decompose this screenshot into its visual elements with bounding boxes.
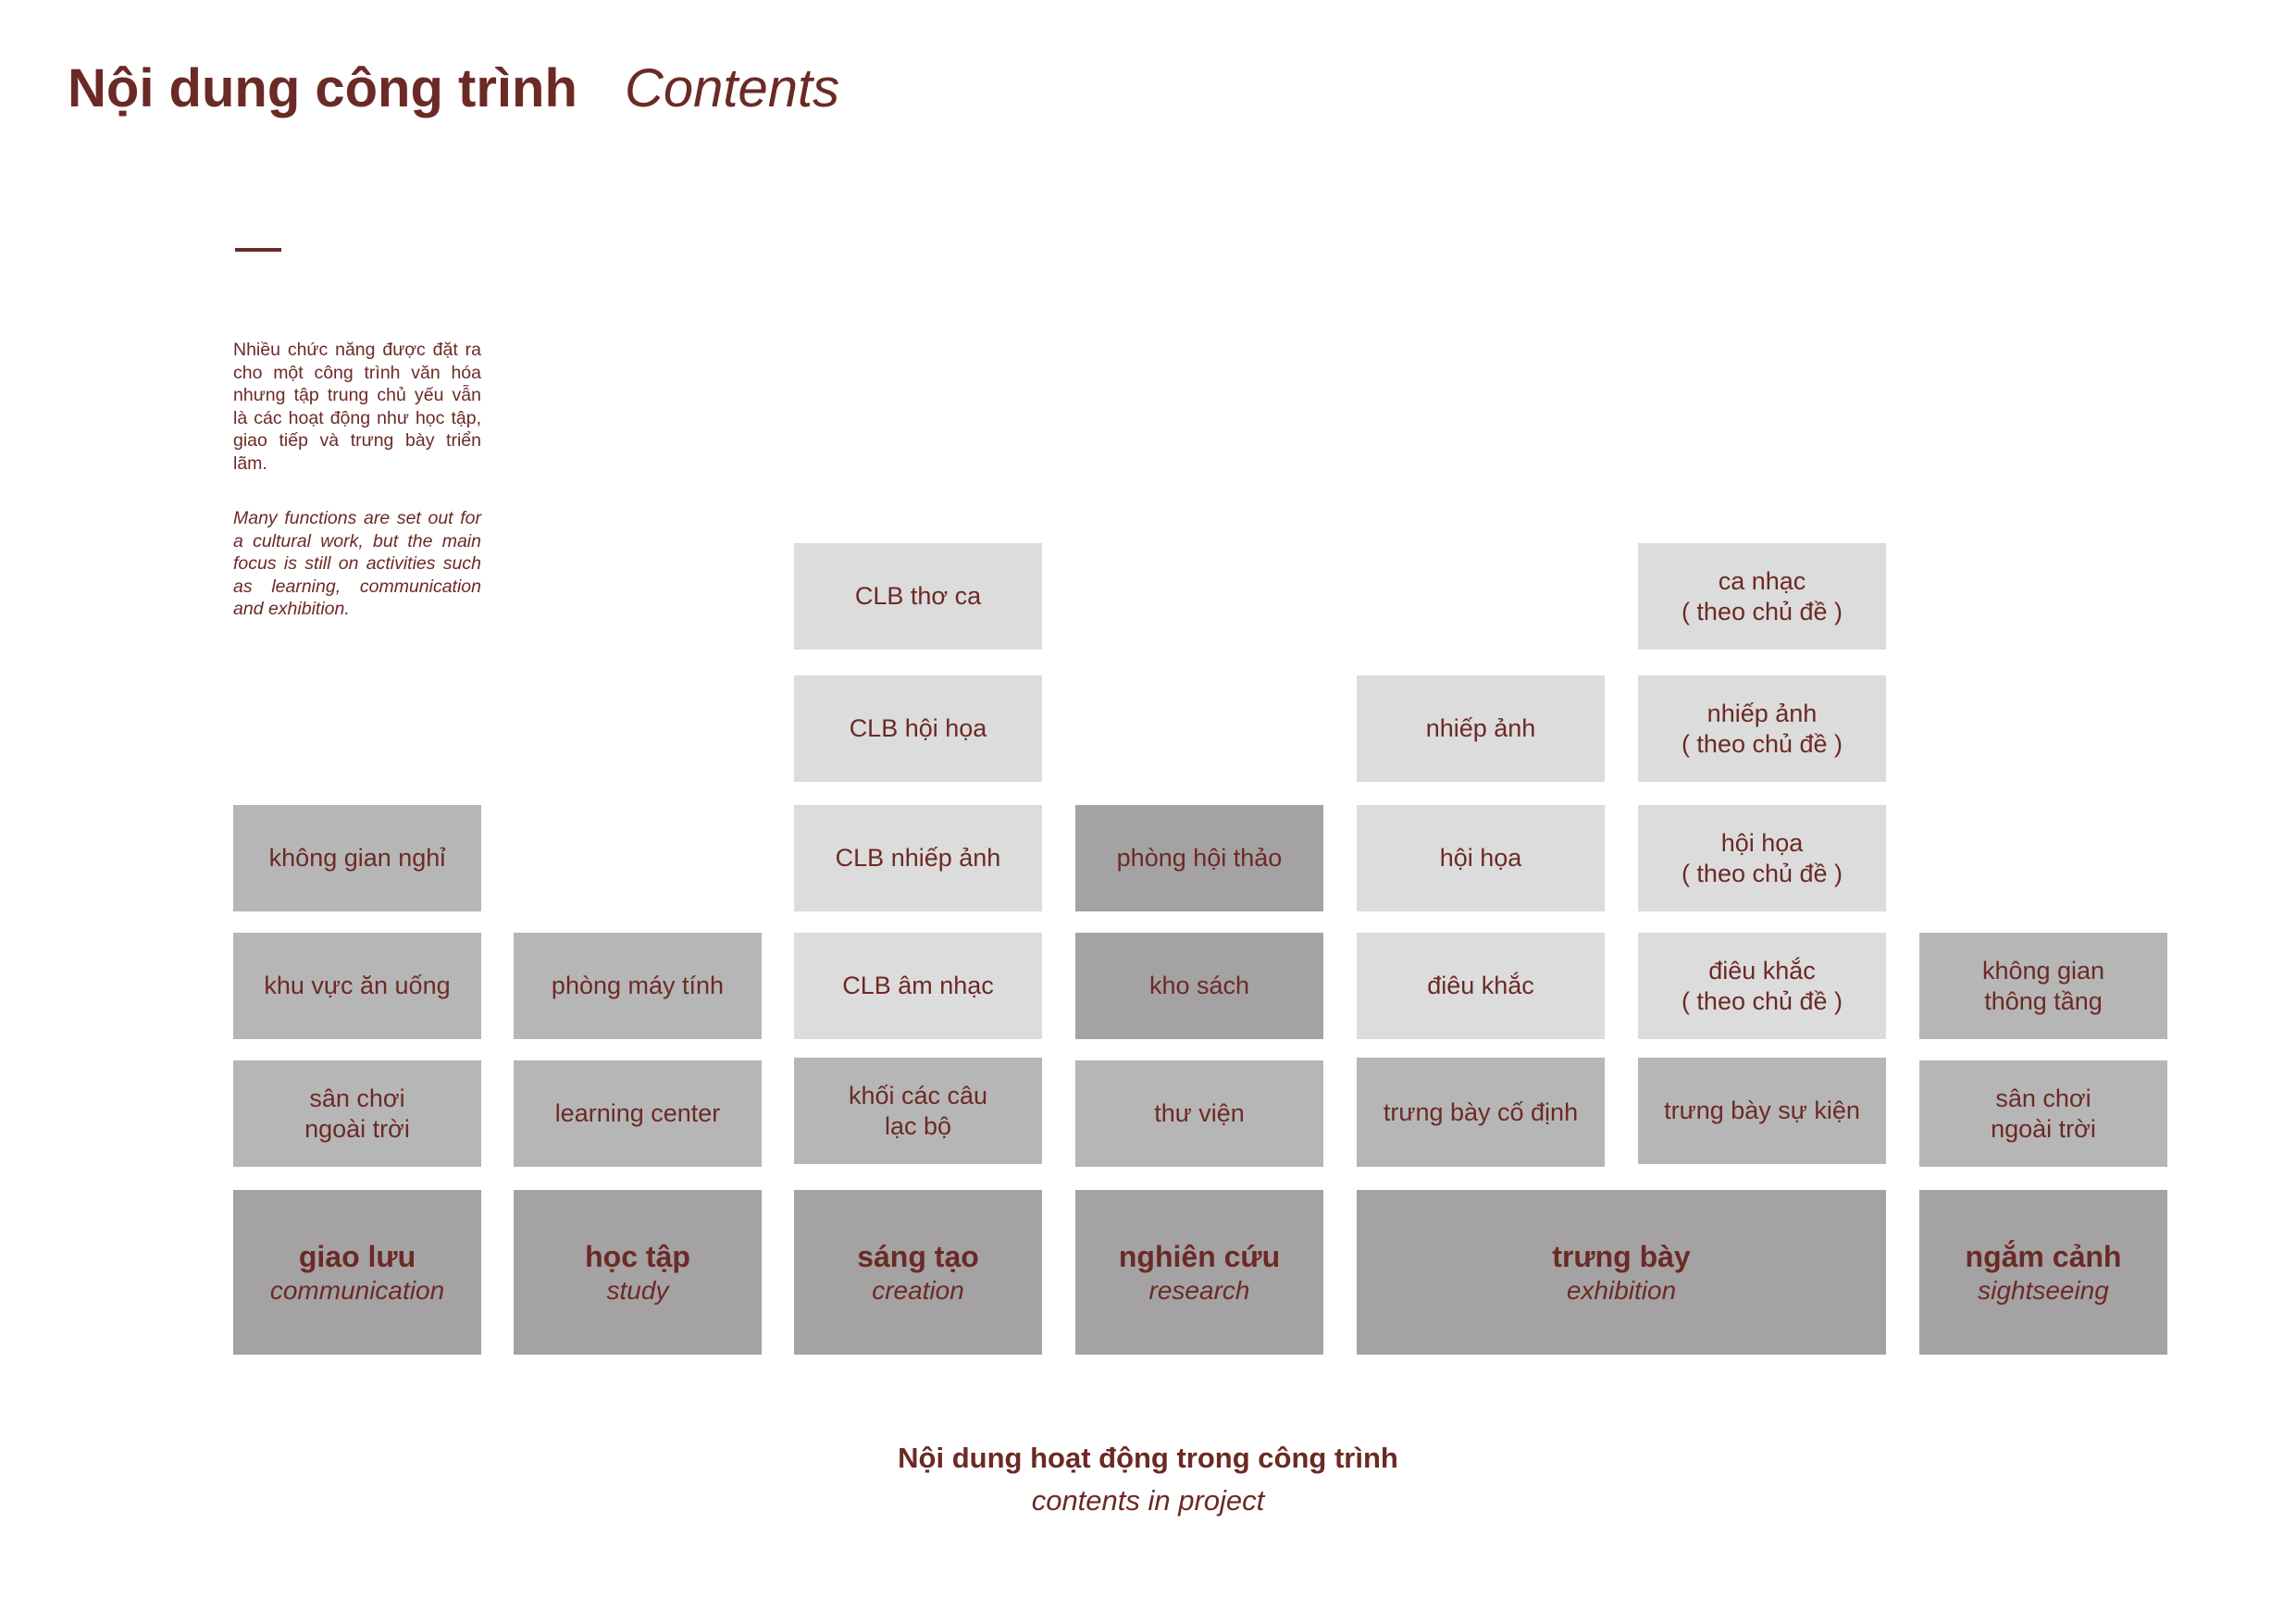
intro-text-vietnamese: Nhiều chức năng được đặt ra cho một công trình văn hóa nhưng tập trung chủ yếu vẫn là các hoạt động như học tập, giao tiếp và trưng bày triển lãm. bbox=[233, 340, 481, 474]
diagram-caption: Nội dung hoạt động trong công trình bbox=[898, 1442, 1398, 1474]
function-box: CLB âm nhạc bbox=[794, 933, 1042, 1039]
category-box-nghien-cuu bbox=[1075, 1190, 1323, 1355]
function-box: nhiếp ảnh bbox=[1357, 675, 1605, 782]
function-box: hội họa bbox=[1357, 805, 1605, 911]
page-title: Nội dung công trình bbox=[68, 58, 577, 118]
function-box: trưng bày sự kiện bbox=[1638, 1058, 1886, 1164]
category-box-trung-bay bbox=[1357, 1190, 1886, 1355]
category-label: học tập bbox=[585, 1240, 690, 1273]
function-box: learning center bbox=[514, 1060, 762, 1167]
category-box-giao-luu bbox=[233, 1190, 481, 1355]
function-box: điêu khắc ( theo chủ đề ) bbox=[1638, 933, 1886, 1039]
category-label: sáng tạo bbox=[857, 1240, 979, 1273]
diagram-caption-english: contents in project bbox=[1031, 1484, 1265, 1517]
category-sublabel: research bbox=[1148, 1276, 1250, 1305]
divider bbox=[235, 248, 281, 252]
function-box: không gian nghỉ bbox=[233, 805, 481, 911]
category-box-ngam-canh bbox=[1919, 1190, 2167, 1355]
category-sublabel: exhibition bbox=[1566, 1276, 1677, 1305]
category-label: ngắm cảnh bbox=[1965, 1240, 2122, 1273]
function-box: CLB nhiếp ảnh bbox=[794, 805, 1042, 911]
page-title-english: Contents bbox=[625, 58, 840, 118]
function-box: phòng máy tính bbox=[514, 933, 762, 1039]
function-box: kho sách bbox=[1075, 933, 1323, 1039]
function-box: khối các câu lạc bộ bbox=[794, 1058, 1042, 1164]
category-sublabel: sightseeing bbox=[1978, 1276, 2109, 1305]
function-box: trưng bày cố định bbox=[1357, 1058, 1605, 1167]
category-sublabel: creation bbox=[872, 1276, 964, 1305]
function-box: CLB hội họa bbox=[794, 675, 1042, 782]
category-label: giao lưu bbox=[298, 1240, 416, 1273]
function-box: CLB thơ ca bbox=[794, 543, 1042, 650]
category-label: nghiên cứu bbox=[1118, 1240, 1281, 1273]
category-box-sang-tao bbox=[794, 1190, 1042, 1355]
function-box: nhiếp ảnh ( theo chủ đề ) bbox=[1638, 675, 1886, 782]
function-box: không gian thông tầng bbox=[1919, 933, 2167, 1039]
intro-text-english: Many functions are set out for a cultural work, but the main focus is still on activities such as learning, communication and exhibition. bbox=[233, 508, 481, 619]
function-box: thư viện bbox=[1075, 1060, 1323, 1167]
function-box: sân chơi ngoài trời bbox=[1919, 1060, 2167, 1167]
category-sublabel: communication bbox=[269, 1276, 445, 1305]
function-box: sân chơi ngoài trời bbox=[233, 1060, 481, 1167]
function-box: phòng hội thảo bbox=[1075, 805, 1323, 911]
category-box-hoc-tap bbox=[514, 1190, 762, 1355]
category-sublabel: study bbox=[606, 1276, 669, 1305]
function-box: ca nhạc ( theo chủ đề ) bbox=[1638, 543, 1886, 650]
function-box: hội họa ( theo chủ đề ) bbox=[1638, 805, 1886, 911]
category-label: trưng bày bbox=[1552, 1240, 1691, 1273]
function-box: điêu khắc bbox=[1357, 933, 1605, 1039]
function-box: khu vực ăn uống bbox=[233, 933, 481, 1039]
